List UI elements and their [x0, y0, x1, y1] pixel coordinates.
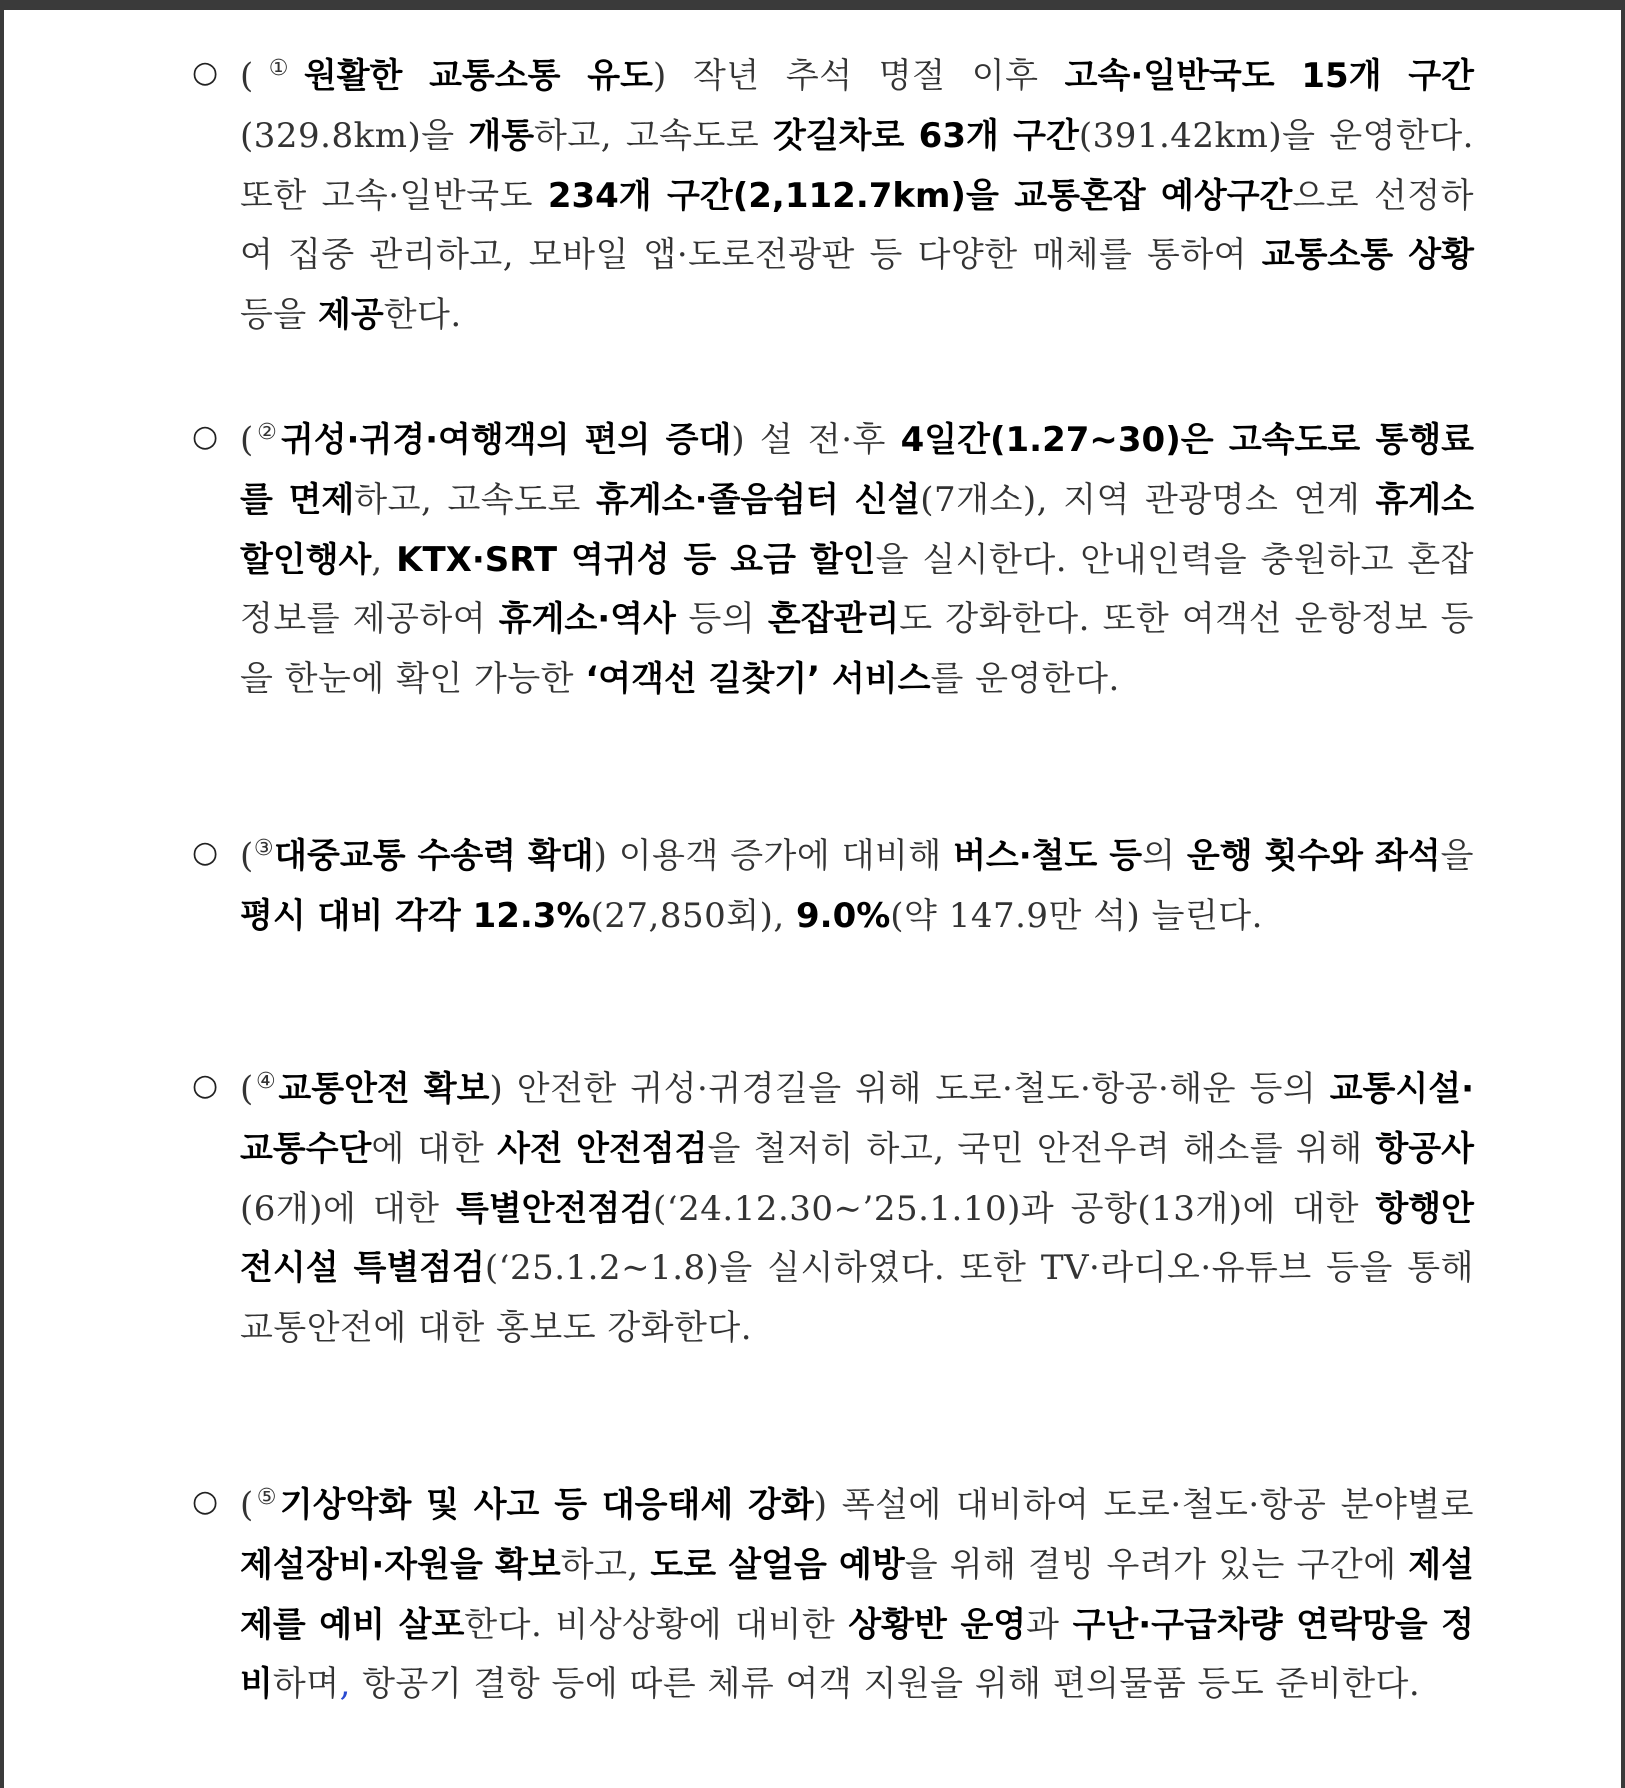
document-page — [4, 10, 1621, 1788]
bold-phrase: 평시 대비 각각 12.3% — [240, 895, 591, 936]
bold-phrase: 휴게소·졸음쉼터 신설 — [596, 479, 921, 520]
text-span: 과 — [1026, 1604, 1073, 1645]
text-span: (약 147.9만 석) 늘린다. — [890, 895, 1263, 936]
text-span: (329.8km)을 — [240, 115, 469, 156]
bold-phrase: ‘여객선 길찾기’ 서비스 — [585, 659, 931, 700]
paragraph-5 — [240, 1476, 1474, 1715]
paragraph-1 — [240, 47, 1474, 346]
bold-phrase: 교통소통 상황 — [1261, 235, 1474, 276]
bold-phrase: 혼잡관리 — [767, 599, 900, 640]
text-span: ) 작년 추석 명절 이후 — [652, 56, 1065, 96]
bold-phrase: KTX·SRT 역귀성 등 요금 할인 — [396, 539, 876, 580]
text-span: ( — [240, 1069, 254, 1109]
text-span: 에 대한 — [371, 1128, 498, 1169]
text-span: (‘25.1.2∼1.8)을 실시하였다. 또한 TV·라디오·유튜브 등을 통해 교통안전에 대한 홍보도 강화한다. — [240, 1248, 1474, 1349]
text-span: 의 — [1142, 836, 1187, 876]
paragraph-3 — [240, 827, 1474, 947]
bold-phrase: 9.0% — [796, 895, 891, 936]
bold-phrase: 제설제를 예비 살포 — [240, 1544, 1474, 1645]
text-span: ( — [240, 1485, 254, 1525]
text-span: (27,850회), — [590, 895, 796, 936]
bold-phrase: 4일간(1.27∼30)은 고속도로 통행료를 면제 — [240, 420, 1475, 520]
text-span: ) 폭설에 대비하여 도로·철도·항공 분야별로 — [813, 1485, 1474, 1525]
text-span: (7개소), 지역 관광명소 연계 — [920, 479, 1376, 520]
text-span: ) 안전한 귀성·귀경길을 위해 도로·철도·항공·해운 등의 — [489, 1069, 1330, 1109]
text-span: 도 강화한다. 또한 여객선 운항정보 등을 한눈에 확인 가능한 — [240, 599, 1474, 700]
circled-number: ④ — [253, 1069, 279, 1094]
text-span: 등을 — [240, 295, 318, 336]
text-span: , — [371, 539, 397, 580]
circled-number: ⑤ — [253, 1485, 280, 1510]
circled-number: ③ — [253, 836, 275, 861]
bold-phrase: 휴게소·역사 — [498, 599, 676, 640]
bold-phrase: 버스·철도 등 — [953, 836, 1143, 876]
bold-phrase: 운행 횟수와 좌석 — [1186, 836, 1441, 876]
text-span: 한다. 비상상황에 대비한 — [464, 1604, 849, 1645]
text-span: (6개)에 대한 — [240, 1188, 456, 1229]
bold-phrase: 기상악화 및 사고 등 대응태세 강화 — [279, 1485, 814, 1525]
bold-phrase: 사전 안전점검 — [497, 1128, 708, 1169]
text-span: 으로 선정하여 집중 관리하고, 모바일 앱·도로전광판 등 다양한 매체를 통하여 — [240, 175, 1474, 276]
bold-phrase: 휴게소 할인행사 — [240, 479, 1474, 580]
bold-phrase: 234개 구간(2,112.7km)을 교통혼잡 예상구간 — [547, 175, 1293, 216]
text-span: (391.42km)을 운영한다. 또한 고속·일반국도 — [240, 115, 1474, 216]
text-span: ) 설 전·후 — [731, 420, 901, 460]
bold-phrase: 교통안전 확보 — [278, 1069, 490, 1109]
text-span: 하며 — [272, 1664, 340, 1705]
bold-phrase: 구난·구급차량 연락망을 정비 — [240, 1604, 1475, 1705]
text-span: 등의 — [675, 599, 768, 640]
bold-phrase: 특별안전점검 — [455, 1188, 654, 1229]
bold-phrase: 대중교통 수송력 확대 — [274, 836, 594, 876]
bold-phrase: 제설장비·자원을 확보 — [240, 1544, 561, 1585]
bold-phrase: 귀성·귀경·여행객의 편의 증대 — [280, 420, 732, 460]
bold-phrase: 원활한 교통소통 유도 — [303, 56, 653, 96]
text-span: ( — [240, 836, 254, 876]
bold-phrase: 교통시설·교통수단 — [240, 1069, 1474, 1169]
paragraph-2 — [240, 411, 1474, 710]
text-span: 하고, — [560, 1544, 651, 1585]
bullet-marker: ○ — [192, 1068, 219, 1103]
paragraph-4 — [240, 1060, 1474, 1359]
bullet-marker: ○ — [192, 55, 219, 90]
text-span: 항공기 결항 등에 따른 체류 여객 지원을 위해 편의물품 등도 준비한다. — [350, 1664, 1421, 1705]
bold-phrase: 고속·일반국도 15개 구간 — [1064, 56, 1474, 96]
text-span: 을 위해 결빙 우려가 있는 구간에 — [904, 1544, 1409, 1585]
bold-phrase: 항공사 — [1375, 1128, 1474, 1169]
text-span: (‘24.12.30∼’25.1.10)과 공항(13개)에 대한 — [653, 1188, 1376, 1229]
text-span: 을 실시한다. 안내인력을 충원하고 혼잡정보를 제공하여 — [240, 539, 1475, 640]
text-span: 하고, 고속도로 — [354, 479, 597, 520]
text-span: 한다. — [383, 295, 462, 336]
bullet-marker: ○ — [192, 835, 219, 870]
bullet-marker: ○ — [192, 1484, 219, 1519]
text-span: 을 철저히 하고, 국민 안전우려 해소를 위해 — [707, 1128, 1376, 1169]
bold-phrase: 갓길차로 63개 구간 — [772, 115, 1079, 156]
text-span: ( — [240, 56, 254, 96]
bullet-marker: ○ — [192, 419, 219, 454]
bold-phrase: 제공 — [318, 295, 384, 336]
text-span: 을 — [1440, 836, 1474, 876]
bold-phrase: 항행안전시설 특별점검 — [240, 1188, 1474, 1289]
text-span: ) 이용객 증가에 대비해 — [593, 836, 954, 876]
text-span: , — [339, 1664, 351, 1705]
text-span: 를 운영한다. — [930, 659, 1120, 700]
bold-phrase: 개통 — [468, 115, 535, 156]
circled-number: ② — [253, 420, 281, 445]
circled-number: ① — [253, 56, 304, 81]
bold-phrase: 상황반 운영 — [848, 1604, 1027, 1645]
text-span: ( — [240, 420, 254, 460]
text-span: 하고, 고속도로 — [534, 115, 773, 156]
bold-phrase: 도로 살얼음 예방 — [650, 1544, 905, 1585]
